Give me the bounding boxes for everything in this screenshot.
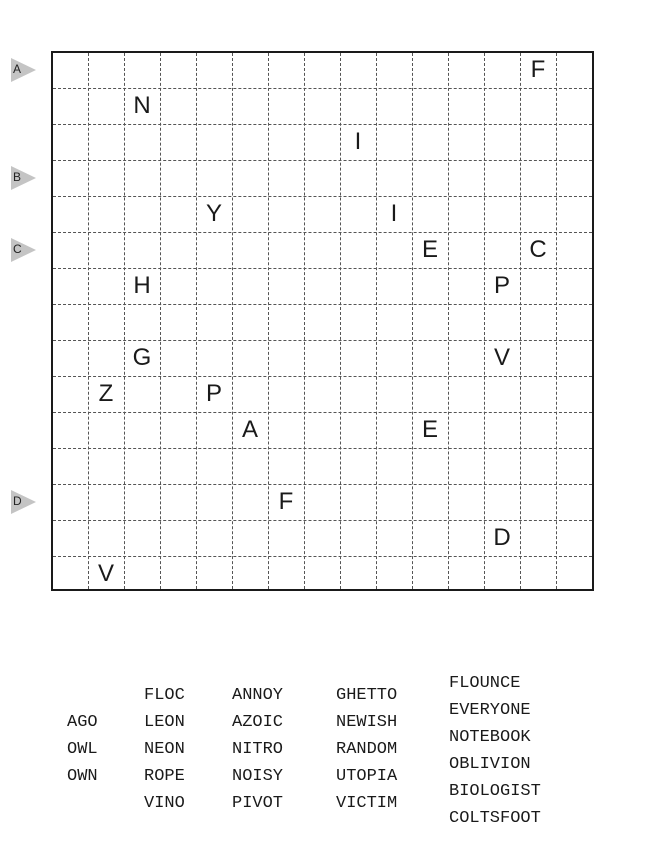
row-marker-b — [11, 166, 37, 190]
word-item: NOISY — [232, 767, 284, 786]
word-item: LEON — [144, 713, 185, 732]
grid-letter[interactable]: D — [493, 524, 511, 551]
grid-letter[interactable]: P — [493, 272, 510, 299]
row-marker-c — [11, 238, 37, 262]
grid-col-line — [160, 53, 161, 589]
puzzle-grid[interactable] — [51, 51, 594, 591]
word-item: EVERYONE — [449, 701, 531, 720]
word-item: AZOIC — [232, 713, 284, 732]
grid-letter[interactable]: C — [529, 236, 547, 263]
grid-row-line — [53, 484, 592, 485]
grid-letter[interactable]: A — [241, 416, 258, 443]
grid-row-line — [53, 304, 592, 305]
grid-col-line — [88, 53, 89, 589]
grid-col-line — [412, 53, 413, 589]
grid-letter[interactable]: H — [133, 272, 151, 299]
row-marker-label: D — [13, 494, 22, 508]
row-marker-label: C — [13, 242, 22, 256]
word-column — [449, 670, 541, 832]
grid-letter[interactable]: V — [97, 560, 114, 587]
word-item: NEON — [144, 740, 185, 759]
word-item: ROPE — [144, 767, 185, 786]
grid-col-line — [376, 53, 377, 589]
word-column — [144, 682, 185, 817]
word-item: FLOUNCE — [449, 674, 521, 693]
grid-row-line — [53, 232, 592, 233]
word-item: GHETTO — [336, 686, 398, 705]
grid-letter[interactable]: I — [390, 200, 398, 227]
grid-letter[interactable]: I — [354, 128, 362, 155]
grid-letter[interactable]: E — [421, 416, 438, 443]
word-item: RANDOM — [336, 740, 398, 759]
grid-row-line — [53, 376, 592, 377]
word-item: VINO — [144, 794, 185, 813]
grid-col-line — [124, 53, 125, 589]
grid-col-line — [304, 53, 305, 589]
grid-col-line — [232, 53, 233, 589]
word-item: UTOPIA — [336, 767, 398, 786]
grid-letter[interactable]: E — [421, 236, 438, 263]
grid-row-line — [53, 160, 592, 161]
word-item: NITRO — [232, 740, 284, 759]
grid-col-line — [484, 53, 485, 589]
grid-letter[interactable]: P — [205, 380, 222, 407]
grid-row-line — [53, 556, 592, 557]
word-item: NEWISH — [336, 713, 398, 732]
row-marker-label: A — [13, 62, 22, 76]
grid-col-line — [520, 53, 521, 589]
grid-row-line — [53, 124, 592, 125]
grid-col-line — [556, 53, 557, 589]
word-item: PIVOT — [232, 794, 284, 813]
word-item: VICTIM — [336, 794, 398, 813]
word-item: BIOLOGIST — [449, 782, 541, 801]
word-item: OWL — [67, 740, 98, 759]
grid-row-line — [53, 448, 592, 449]
grid-letter[interactable]: F — [278, 488, 294, 515]
word-column — [67, 709, 98, 790]
grid-col-line — [448, 53, 449, 589]
row-marker-d — [11, 490, 37, 514]
word-column — [336, 682, 397, 817]
grid-letter[interactable]: Y — [205, 200, 222, 227]
grid-letter[interactable]: G — [132, 344, 152, 371]
grid-row-line — [53, 196, 592, 197]
row-marker-a — [11, 58, 37, 82]
grid-letter[interactable]: N — [133, 92, 151, 119]
word-item: COLTSFOOT — [449, 809, 541, 828]
grid-row-line — [53, 412, 592, 413]
word-item: ANNOY — [232, 686, 284, 705]
word-column — [232, 682, 283, 817]
row-marker-label: B — [13, 170, 22, 184]
word-item: NOTEBOOK — [449, 728, 531, 747]
grid-letter[interactable]: V — [493, 344, 510, 371]
grid-letter[interactable]: F — [530, 56, 546, 83]
word-item: OBLIVION — [449, 755, 531, 774]
word-item: OWN — [67, 767, 98, 786]
grid-col-line — [196, 53, 197, 589]
grid-letter[interactable]: Z — [98, 380, 114, 407]
word-item: FLOC — [144, 686, 185, 705]
word-item: AGO — [67, 713, 98, 732]
